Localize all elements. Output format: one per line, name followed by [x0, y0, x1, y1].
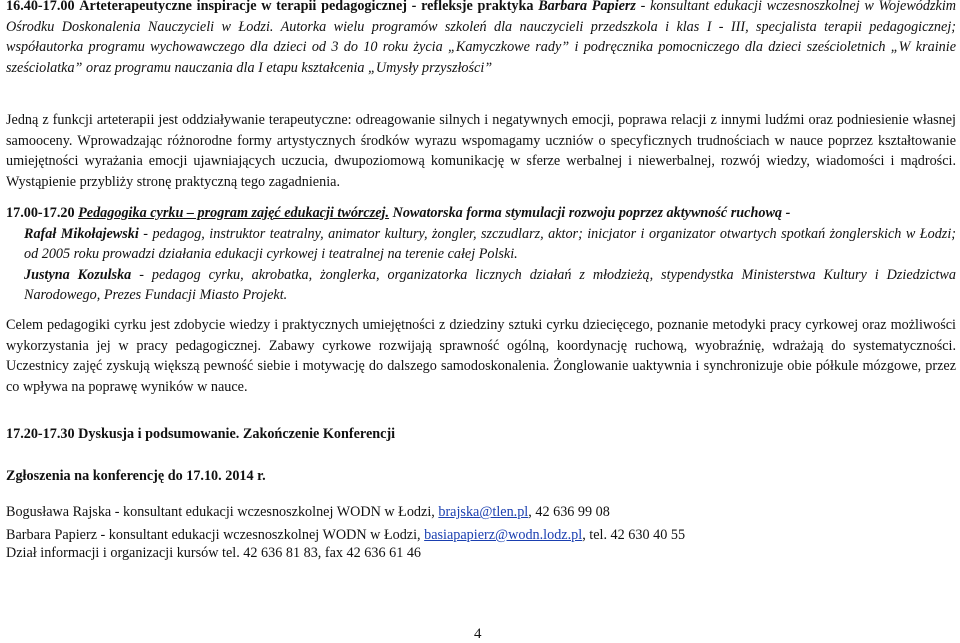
- speaker-entry: [6, 224, 956, 265]
- contact-text: Bogusława Rajska - konsultant edukacji wczesnoszkolnej WODN w Łodzi,: [6, 504, 439, 520]
- session-heading: [6, 0, 956, 78]
- email-link[interactable]: basiapapierz@wodn.lodz.pl: [424, 527, 583, 543]
- contact-line: [6, 502, 956, 523]
- session-heading: [6, 203, 956, 224]
- registration-line: [6, 466, 956, 487]
- closing-line: [6, 424, 956, 445]
- closing-text: 17.20-17.30 Dyskusja i podsumowanie. Zakończenie Konferencji: [6, 426, 396, 442]
- contact-entry: [6, 502, 956, 523]
- page-number: 4: [474, 626, 482, 642]
- speaker-bio: - pedagog cyrku, akrobatka, żonglerka, organizatorka licznych działań z młodzieżą, stypendystka Ministerstwa Kultury i Dziedzictwa Narodowego, Prezes Fundacji Miasto Projekt.: [24, 266, 956, 303]
- session-pedagogika-cyrku: [6, 203, 956, 306]
- speaker-name: Justyna Kozulska: [24, 266, 132, 283]
- session-title: Pedagogika cyrku – program zajęć edukacji twórczej.: [78, 205, 390, 221]
- description-text: Celem pedagogiki cyrku jest zdobycie wiedzy i praktycznych umiejętności z dziedziny sztuki cyrku dziecięcego, poznanie metodyki pracy cyrkowej oraz możliwości wykorzystania jej w pracy pedagogicznej. Zabawy cyrkowe rozwijają sprawność ogólną, koordynację ruchową, wyobraźnię, wdrażają do systematyczności. Uczestnicy zajęć zyskują większą pewność siebie i motywację do dalszego samodoskonalenia. Żonglowanie uaktywnia i synchronizuje obie półkule mózgowe, przez co wpływa na poprawę wyników w nauce.: [6, 317, 956, 395]
- speaker-bio: - pedagog, instruktor teatralny, animator kultury, żongler, szczudlarz, aktor; inicjator i organizator otwartych spotkań żonglerskich w Łodzi; od 2005 roku prowadzi działania edukacji cyrkowej i teatralnej na terenie całej Polski.: [24, 225, 956, 262]
- contact-phone: , tel. 42 630 40 55: [582, 527, 686, 543]
- session-time: 16.40-17.00: [6, 0, 75, 14]
- speaker-entry: [6, 265, 956, 306]
- session-subtitle: Nowatorska forma stymulacji rozwoju poprzez aktywność ruchową -: [392, 205, 791, 221]
- session-description: [6, 315, 956, 397]
- dept-line: [6, 543, 956, 564]
- speaker-name: Rafał Mikołajewski: [24, 225, 139, 242]
- session-title: Arteterapeutyczne inspiracje w terapii pedagogicznej - refleksje praktyka: [79, 0, 534, 14]
- session-description: [6, 110, 956, 192]
- registration-text: Zgłoszenia na konferencję do 17.10. 2014 r.: [6, 468, 266, 484]
- contact-text: Barbara Papierz - konsultant edukacji wczesnoszkolnej WODN w Łodzi,: [6, 527, 425, 543]
- session-time: 17.00-17.20: [6, 205, 75, 221]
- speaker-name: Barbara Papierz: [538, 0, 636, 14]
- speaker-bio: - konsultant edukacji wczesnoszkolnej w Wojewódzkim Ośrodku Doskonalenia Nauczycieli w Łodzi. Autorka wielu programów szkoleń dla nauczycieli przedszkola i klas I - III, specjalista terapii pedagogicznej; współautorka programu wychowawczego dla dzieci od 3 do 10 roku życia „Kamyczkowe rady” i podręcznika pomocniczego dla dzieci sześcioletnich „W krainie sześciolatka” oraz programu nauczania dla I etapu kształcenia „Umysły przyszłości”: [6, 0, 957, 76]
- contact-phone: , 42 636 99 08: [528, 504, 610, 520]
- dept-text: Dział informacji i organizacji kursów tel. 42 636 81 83, fax 42 636 61 46: [6, 545, 422, 561]
- session-arteterapia: [6, 0, 956, 78]
- email-link[interactable]: brajska@tlen.pl: [438, 504, 529, 520]
- description-text: Jedną z funkcji arteterapii jest oddziaływanie terapeutyczne: odreagowanie silnych i negatywnych emocji, poprawa relacji z innymi ludźmi oraz podniesienie własnej samooceny. Wprowadzając różnorodne formy artystycznych środków wyrazu wspomagamy uczniów o specyficznych trudnościach w nauce poprzez kształtowanie umiejętności wyrażania emocji ujawniających uczucia, dwupoziomową komunikację w sferze werbalnej i niewerbalnej, rozwój wiedzy, wiadomości i mądrości. Wystąpienie przybliży stronę praktyczną tego zagadnienia.: [6, 112, 956, 190]
